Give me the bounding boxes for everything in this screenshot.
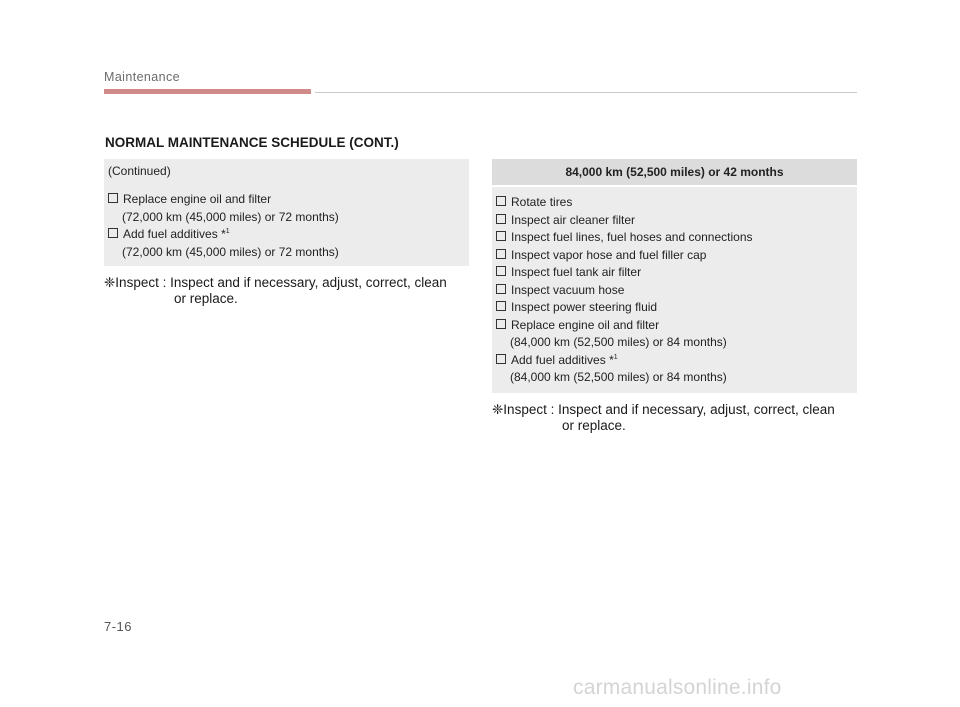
list-item (108, 226, 465, 261)
list-item (496, 352, 853, 387)
list-item (496, 229, 853, 247)
checkbox-icon (496, 214, 506, 224)
item-label: Add fuel additives * (123, 227, 226, 241)
list-item (496, 247, 853, 265)
interval-header: 84,000 km (52,500 miles) or 42 months (492, 159, 857, 187)
header-divider (315, 92, 857, 93)
checkbox-icon (496, 266, 506, 276)
checkbox-icon (496, 354, 506, 364)
checkbox-icon (496, 301, 506, 311)
note-line-2: or replace. (174, 291, 238, 306)
item-label: Inspect fuel lines, fuel hoses and connections (511, 230, 753, 244)
page-number: 7-16 (104, 619, 133, 634)
checkbox-icon (108, 228, 118, 238)
inspect-note-right (492, 402, 835, 434)
item-label: Inspect air cleaner filter (511, 212, 636, 227)
footnote-marker: 1 (225, 228, 230, 235)
item-label: Add fuel additives * (511, 352, 614, 367)
item-interval: (84,000 km (52,500 miles) or 84 months) (510, 335, 727, 349)
list-item (496, 282, 853, 300)
list-item (496, 317, 853, 352)
schedule-box-continued (104, 159, 469, 266)
continued-label: (Continued) (108, 164, 171, 178)
note-line-2: or replace. (562, 418, 626, 433)
item-label: Inspect vapor hose and fuel filler cap (511, 247, 707, 262)
item-label: Replace engine oil and filter (123, 192, 272, 206)
item-label: Inspect power steering fluid (511, 300, 658, 314)
checkbox-icon (496, 319, 506, 329)
list-item (496, 264, 853, 282)
checkbox-icon (496, 231, 506, 241)
note-line-1: ❈Inspect : Inspect and if necessary, adjust, correct, clean (104, 275, 447, 290)
checkbox-icon (108, 193, 118, 203)
watermark: carmanualsonline.info (573, 676, 782, 699)
list-item (108, 191, 465, 226)
item-label: Inspect fuel tank air filter (511, 265, 642, 279)
list-item (496, 299, 853, 317)
item-label: Replace engine oil and filter (511, 317, 660, 332)
header-accent-bar (104, 89, 311, 94)
checkbox-icon (496, 196, 506, 206)
checkbox-icon (496, 284, 506, 294)
left-item-list (108, 191, 465, 261)
schedule-box-84000 (492, 159, 857, 393)
list-item (496, 194, 853, 212)
right-item-list (496, 194, 853, 387)
item-interval: (72,000 km (45,000 miles) or 72 months) (122, 209, 339, 224)
item-interval: (84,000 km (52,500 miles) or 84 months) (510, 370, 727, 384)
header-title: Maintenance (104, 70, 180, 84)
item-label: Rotate tires (511, 195, 573, 209)
inspect-note-left (104, 275, 447, 307)
list-item (496, 212, 853, 230)
item-interval: (72,000 km (45,000 miles) or 72 months) (122, 244, 339, 259)
checkbox-icon (496, 249, 506, 259)
section-title: NORMAL MAINTENANCE SCHEDULE (CONT.) (105, 135, 399, 150)
note-line-1: ❈Inspect : Inspect and if necessary, adjust, correct, clean (492, 402, 835, 417)
footnote-marker: 1 (613, 353, 618, 361)
item-label: Inspect vacuum hose (511, 282, 625, 297)
